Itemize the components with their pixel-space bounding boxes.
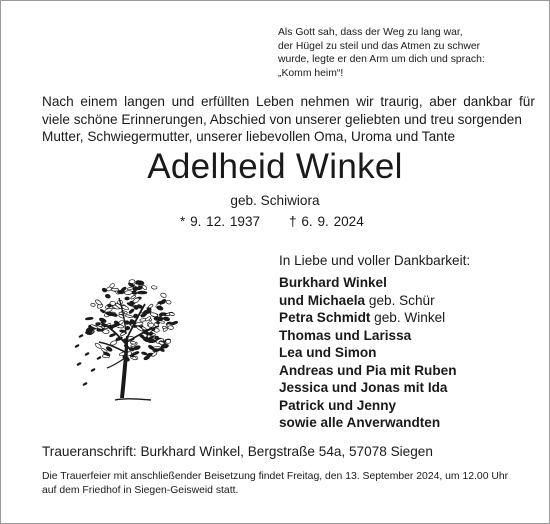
mourner-entry xyxy=(279,397,457,415)
tree-leaf xyxy=(100,309,105,314)
mourner-entry xyxy=(279,379,457,397)
tree-leaf xyxy=(171,321,178,326)
tree-leaf xyxy=(137,291,145,294)
mourner-name: sowie alle Anverwandten xyxy=(279,415,441,430)
mourner-name: Burkhard Winkel xyxy=(279,275,387,290)
intro-line: Mutter, Schwiegermutter, unserer liebevollen Oma, Uroma und Tante xyxy=(42,129,456,144)
tree-leaf xyxy=(129,279,135,283)
tree-leaf xyxy=(166,300,172,305)
mourner-entry xyxy=(279,414,457,432)
mourner-name: Patrick und Jenny xyxy=(279,397,397,413)
mourner-entry xyxy=(279,327,457,345)
tree-leaf xyxy=(166,339,171,343)
tree-leaf xyxy=(78,334,84,339)
deceased-name: Adelheid Winkel xyxy=(147,147,403,186)
tree-branch xyxy=(107,358,125,368)
mourner-note: geb. Schür xyxy=(365,292,435,308)
tree-leaf xyxy=(148,323,154,327)
mourner-entry xyxy=(279,274,457,292)
tree-leaf xyxy=(151,285,157,289)
mourner-name: und Michaela xyxy=(279,292,366,308)
tree-leaf xyxy=(141,285,147,291)
birth-date: * 9. 12. 1937 xyxy=(180,214,261,229)
quote-line: wurde, legte er den Arm um dich und sprach: xyxy=(278,54,485,65)
death-date: † 6. 9. 2024 xyxy=(289,214,364,229)
ground-line xyxy=(115,399,151,400)
mourner-note: geb. Winkel xyxy=(370,310,446,325)
tree-leaf xyxy=(125,314,133,318)
tree-leaf xyxy=(161,299,166,304)
mourner-name: Jessica und Jonas mit Ida xyxy=(279,380,448,395)
tree-leaf xyxy=(156,305,163,311)
mourners-list xyxy=(279,274,457,432)
funeral-info xyxy=(42,470,532,497)
birth-name: geb. Schiwiora xyxy=(230,193,320,208)
mourner-name: Andreas und Pia mit Ruben xyxy=(279,362,457,378)
tree-leaf xyxy=(148,344,155,350)
quote-line: „Komm heim“! xyxy=(278,67,344,79)
intro-line: viele schöne Erinnerungen, Abschied von unserer geliebten und treu sorgenden xyxy=(42,111,522,127)
tree-leaf xyxy=(130,341,136,345)
mourner-entry xyxy=(279,344,457,362)
mourner-name: Lea und Simon xyxy=(279,345,377,360)
quote-line: der Hügel zu steil und das Atmen zu schwer xyxy=(278,40,481,52)
tree-leaf xyxy=(119,330,125,333)
tree-leaf xyxy=(105,294,111,299)
tree-leaf xyxy=(168,325,174,329)
tree-leaf xyxy=(125,297,130,300)
tree-leaf xyxy=(74,344,80,349)
tree-leaf xyxy=(76,362,82,367)
tree-leaf xyxy=(160,292,167,298)
windblown-tree-icon xyxy=(73,266,185,416)
tree-leaf xyxy=(82,382,88,387)
tree-leaf xyxy=(129,347,135,351)
mourner-entry xyxy=(279,292,457,310)
tree-leaf xyxy=(94,342,102,349)
tree-leaf xyxy=(96,322,101,325)
mourner-name: Thomas und Larissa xyxy=(279,327,412,343)
mourning-address: Traueranschrift: Burkhard Winkel, Bergstraße 54a, 57078 Siegen xyxy=(42,444,433,459)
tree-leaf xyxy=(95,299,103,306)
intro-text xyxy=(42,93,535,146)
tree-leaf xyxy=(117,290,124,294)
tree-leaf xyxy=(91,303,96,306)
tree-leaf xyxy=(85,317,93,320)
tree-leaf xyxy=(90,368,96,373)
poem-quote xyxy=(278,26,528,80)
mourner-entry xyxy=(279,362,457,380)
quote-line: Als Gott sah, dass der Weg zu lang war, xyxy=(278,27,463,38)
tree-leaf xyxy=(84,352,90,357)
tree-leaf xyxy=(143,355,150,360)
mourner-name: Petra Schmidt xyxy=(279,310,371,325)
tree-leaf xyxy=(124,290,132,295)
tree-leaf xyxy=(163,316,170,321)
thanks-intro: In Liebe und voller Dankbarkeit: xyxy=(279,253,471,268)
intro-line: Nach einem langen und erfüllten Leben nehmen wir traurig, aber dankbar für xyxy=(42,94,535,109)
funeral-info-line: Die Trauerfeier mit anschließender Beisetzung findet Freitag, den 13. September 2024, um 12.00 Uhr xyxy=(42,471,509,482)
funeral-info-line: auf dem Friedhof in Siegen-Geisweid statt. xyxy=(42,484,239,496)
tree-leaf xyxy=(96,356,102,361)
tree-leaf xyxy=(151,351,157,357)
tree-leaf xyxy=(128,308,134,314)
tree-leaf xyxy=(141,352,147,356)
tree-leaf xyxy=(148,304,154,309)
tree-leaf xyxy=(110,312,118,317)
mourner-entry xyxy=(279,309,457,327)
